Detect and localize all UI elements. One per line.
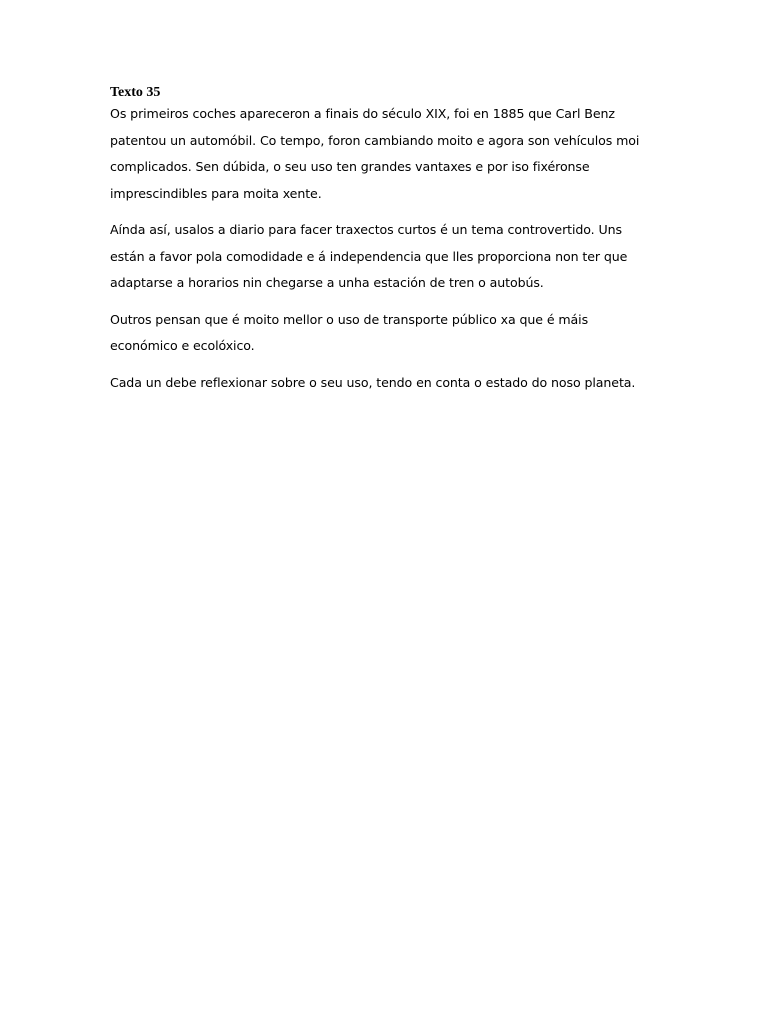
paragraph-line: patentou un automóbil. Co tempo, foron cambiando moito e agora son vehículos moi <box>110 132 640 148</box>
paragraph-1 <box>110 101 670 207</box>
paragraph-3 <box>110 307 670 360</box>
paragraph-line: Outros pensan que é moito mellor o uso de transporte público xa que é máis <box>110 311 589 327</box>
paragraph-line: económico e ecolóxico. <box>110 338 255 353</box>
document-title: Texto 35 <box>110 85 161 100</box>
paragraph-4 <box>110 370 670 397</box>
paragraph-line: Cada un debe reflexionar sobre o seu uso, tendo en conta o estado do noso planeta. <box>110 374 636 390</box>
paragraph-line: Os primeiros coches apareceron a finais do século XIX, foi en 1885 que Carl Benz <box>110 106 615 121</box>
document-body <box>110 85 670 406</box>
paragraph-line: están a favor pola comodidade e á independencia que lles proporciona non ter que <box>110 248 628 264</box>
paragraph-line: imprescindibles para moita xente. <box>110 185 322 201</box>
paragraph-line: complicados. Sen dúbida, o seu uso ten grandes vantaxes e por iso fixéronse <box>110 159 590 174</box>
paragraph-2 <box>110 217 670 297</box>
paragraph-line: Aínda así, usalos a diario para facer traxectos curtos é un tema controvertido. Uns <box>110 222 622 237</box>
paragraph-line: adaptarse a horarios nin chegarse a unha estación de tren o autobús. <box>110 275 544 290</box>
